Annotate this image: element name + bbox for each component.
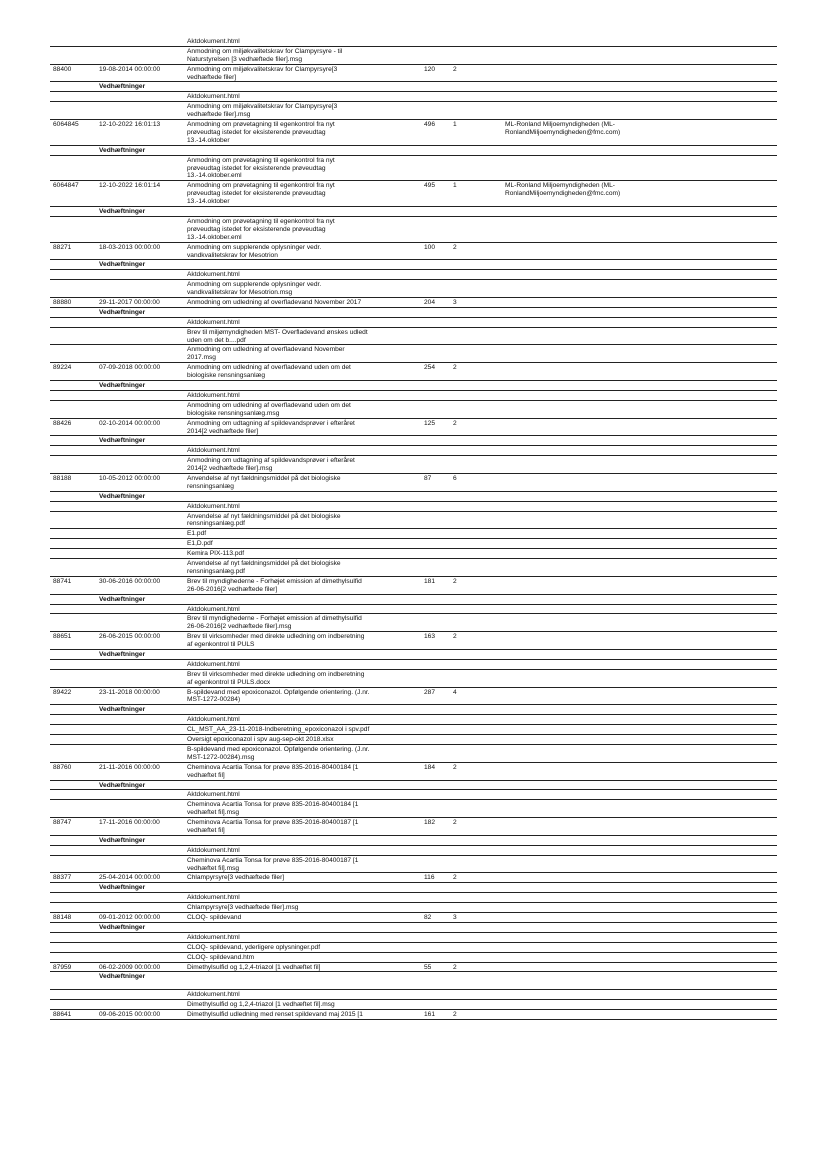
- document-date: 26-06-2015 00:00:00: [99, 633, 161, 641]
- document-party: ML-Ronland Miljoemyndigheden (ML- RonlandMiljoemyndigheden@fmc.com): [505, 182, 621, 198]
- attachments-label: Vedhæftninger: [99, 884, 146, 892]
- attachment-filename: Anmodning om supplerende oplysninger vedr. vandkvalitetskrav for Mesotrion.msg: [187, 281, 322, 297]
- attachment-row: [50, 502, 777, 512]
- attachment-filename: Aktdokument.html: [187, 791, 240, 799]
- document-id: 88641: [53, 1010, 72, 1018]
- attachment-filename: Anmodning om miljøkvalitetskrav for Clampyrsyre[3 vedhæftede filer].msg: [187, 103, 338, 119]
- document-row: [50, 818, 777, 836]
- attachment-filename: Anmodning om udtagning af spildevandsprøver i efteråret 2014[2 vedhæftede filer].msg: [187, 457, 355, 473]
- attachment-filename: Aktdokument.html: [187, 318, 240, 326]
- document-id: 88188: [53, 474, 72, 482]
- document-title: Brev til myndighederne - Forhøjet emission af dimethylsulfid 26-06-2016[2 vedhæftede filer]: [187, 577, 362, 593]
- document-title: Brev til virksomheder med direkte udledning om indberetning af egenkontrol til PULS: [187, 633, 365, 649]
- document-row: [50, 474, 777, 492]
- attachment-row: [50, 156, 777, 182]
- document-count: 2: [453, 633, 457, 641]
- attachment-row: [50, 660, 777, 670]
- document-id: 88148: [53, 914, 72, 922]
- attachment-filename: CLOQ- spildevand.htm: [187, 953, 255, 961]
- document-count: 2: [453, 1010, 457, 1018]
- document-date: 29-11-2017 00:00:00: [99, 298, 160, 306]
- document-number: 254: [424, 364, 436, 372]
- attachment-filename: Aktdokument.html: [187, 271, 240, 279]
- attachment-filename: Aktdokument.html: [187, 933, 240, 941]
- attachment-filename: Aktdokument.html: [187, 502, 240, 510]
- document-date: 09-06-2015 00:00:00: [99, 1010, 161, 1018]
- document-title: Anmodning om supplerende oplysninger vedr. vandkvalitetskrav for Mesotrion: [187, 243, 322, 259]
- document-title: Anmodning om udledning af overfladevand November 2017: [187, 298, 362, 306]
- document-row: [50, 632, 777, 650]
- document-count: 2: [453, 963, 457, 971]
- document-number: 120: [424, 65, 436, 73]
- document-row: [50, 363, 777, 381]
- document-number: 82: [424, 914, 432, 922]
- attachment-filename: Anmodning om udledning af overfladevand November 2017.msg: [187, 346, 345, 362]
- attachment-filename: Cheminova Acartia Tonsa for prøve 835-2016-80400187 [1 vedhæftet fil].msg: [187, 856, 359, 872]
- attachment-filename: Aktdokument.html: [187, 391, 240, 399]
- attachment-filename: B-spildevand med epoxiconazol. Opfølgende orientering. (J.nr. MST-1272-00284).msg: [187, 745, 370, 761]
- document-id: 88651: [53, 633, 72, 641]
- attachments-header-row: [50, 883, 777, 893]
- attachment-row: [50, 1000, 777, 1010]
- attachments-label: Vedhæftninger: [99, 836, 146, 844]
- document-number: 55: [424, 963, 432, 971]
- attachment-row: [50, 539, 777, 549]
- document-number: 287: [424, 688, 436, 696]
- document-row: [50, 577, 777, 595]
- document-count: 2: [453, 819, 457, 827]
- attachment-filename: E1.pdf: [187, 530, 207, 538]
- document-number: 204: [424, 298, 436, 306]
- attachment-filename: Kemira PIX-113.pdf: [187, 550, 245, 558]
- attachment-filename: CLOQ- spildevand, yderligere oplysninger.pdf: [187, 943, 321, 951]
- document-row: [50, 65, 777, 83]
- attachment-row: [50, 512, 777, 530]
- document-id: 87959: [53, 963, 72, 971]
- document-row: [50, 688, 777, 706]
- attachments-header-row: [50, 923, 777, 933]
- document-date: 02-10-2014 00:00:00: [99, 419, 161, 427]
- document-title: Cheminova Acartia Tonsa for prøve 835-2016-80400184 [1 vedhæftet fil]: [187, 763, 359, 779]
- attachment-row: [50, 735, 777, 745]
- attachment-row: [50, 37, 777, 47]
- attachment-filename: Aktdokument.html: [187, 716, 240, 724]
- document-date: 17-11-2016 00:00:00: [99, 819, 160, 827]
- document-id: 88880: [53, 298, 72, 306]
- attachment-row: [50, 943, 777, 953]
- document-title: Cheminova Acartia Tonsa for prøve 835-2016-80400187 [1 vedhæftet fil]: [187, 819, 359, 835]
- attachments-label: Vedhæftninger: [99, 595, 146, 603]
- attachment-row: [50, 745, 777, 763]
- document-number: 182: [424, 819, 436, 827]
- attachment-row: [50, 990, 777, 1000]
- document-count: 1: [453, 121, 457, 129]
- attachment-filename: Aktdokument.html: [187, 894, 240, 902]
- attachment-filename: Brev til virksomheder med direkte udledning om indberetning af egenkontrol til PULS.docx: [187, 670, 365, 686]
- document-date: 19-08-2014 00:00:00: [99, 65, 161, 73]
- attachments-label: Vedhæftninger: [99, 706, 146, 714]
- attachments-label: Vedhæftninger: [99, 973, 146, 981]
- document-count: 2: [453, 577, 457, 585]
- attachment-row: [50, 953, 777, 963]
- document-row: [50, 963, 777, 973]
- document-date: 23-11-2018 00:00:00: [99, 688, 160, 696]
- document-id: 6064845: [53, 121, 79, 129]
- document-id: 88377: [53, 874, 72, 882]
- document-id: 88760: [53, 763, 72, 771]
- attachment-row: [50, 529, 777, 539]
- attachment-filename: Aktdokument.html: [187, 660, 240, 668]
- attachment-row: [50, 217, 777, 243]
- attachment-row: [50, 715, 777, 725]
- attachment-filename: Anmodning om udledning af overfladevand uden om det biologiske rensningsanlæg.msg: [187, 401, 351, 417]
- attachment-row: [50, 790, 777, 800]
- attachments-header-row: [50, 308, 777, 318]
- attachment-row: [50, 345, 777, 363]
- document-id: 88741: [53, 577, 72, 585]
- attachment-row: [50, 456, 777, 474]
- document-id: 88400: [53, 65, 72, 73]
- document-date: 21-11-2016 00:00:00: [99, 763, 160, 771]
- document-title: Dimethylsulfid udledning med renset spildevand maj 2015 [1: [187, 1010, 363, 1018]
- attachment-row: [50, 725, 777, 735]
- document-number: 125: [424, 419, 436, 427]
- document-title: Dimethylsulfid og 1,2,4-triazol [1 vedhæftet fil]: [187, 963, 321, 971]
- attachment-row: [50, 670, 777, 688]
- attachment-row: [50, 559, 777, 577]
- attachment-filename: Cheminova Acartia Tonsa for prøve 835-2016-80400184 [1 vedhæftet fil].msg: [187, 801, 359, 817]
- document-row: [50, 298, 777, 308]
- attachments-label: Vedhæftninger: [99, 146, 146, 154]
- attachments-label: Vedhæftninger: [99, 261, 146, 269]
- document-title: B-spildevand med epoxiconazol. Opfølgende orientering. (J.nr. MST-1272-00284): [187, 688, 370, 704]
- attachment-row: [50, 800, 777, 818]
- attachments-header-row: [50, 705, 777, 715]
- document-number: 161: [424, 1010, 436, 1018]
- document-date: 30-06-2016 00:00:00: [99, 577, 161, 585]
- document-number: 116: [424, 874, 435, 882]
- attachments-header-row: [50, 595, 777, 605]
- attachments-label: Vedhæftninger: [99, 382, 146, 390]
- document-date: 12-10-2022 16:01:13: [99, 121, 161, 129]
- attachments-header-row: [50, 781, 777, 791]
- document-number: 87: [424, 474, 432, 482]
- document-row: [50, 873, 777, 883]
- attachment-filename: E1,D.pdf: [187, 540, 213, 548]
- document-row: [50, 419, 777, 437]
- attachments-header-row: [50, 436, 777, 446]
- document-count: 2: [453, 874, 457, 882]
- attachments-label: Vedhæftninger: [99, 781, 146, 789]
- document-count: 2: [453, 419, 457, 427]
- attachment-row: [50, 933, 777, 943]
- document-date: 06-02-2009 00:00:00: [99, 963, 161, 971]
- attachment-row: [50, 270, 777, 280]
- document-number: 100: [424, 243, 436, 251]
- document-row: [50, 1010, 777, 1020]
- attachments-label: Vedhæftninger: [99, 437, 146, 445]
- attachments-header-row: [50, 207, 777, 217]
- document-count: 1: [453, 182, 457, 190]
- document-title: Anmodning om miljøkvalitetskrav for Clampyrsyre[3 vedhæftede filer]: [187, 65, 338, 81]
- document-count: 2: [453, 65, 457, 73]
- document-id: 89224: [53, 364, 72, 372]
- document-count: 6: [453, 474, 457, 482]
- attachment-row: [50, 47, 777, 65]
- attachment-filename: Aktdokument.html: [187, 38, 240, 45]
- attachment-filename: Aktdokument.html: [187, 605, 240, 613]
- attachments-label: Vedhæftninger: [99, 308, 146, 316]
- attachment-filename: Aktdokument.html: [187, 447, 240, 455]
- document-date: 18-03-2013 00:00:00: [99, 243, 161, 251]
- attachment-row: [50, 903, 777, 913]
- attachment-filename: Brev til miljømyndigheden MST- Overfladevand ønskes udledt uden om det b....pdf: [187, 328, 368, 344]
- attachment-row: [50, 318, 777, 328]
- attachments-header-row: [50, 650, 777, 660]
- attachment-row: [50, 328, 777, 346]
- document-row: [50, 243, 777, 261]
- document-number: 495: [424, 182, 436, 190]
- document-table: [50, 37, 777, 1020]
- attachments-label: Vedhæftninger: [99, 492, 146, 500]
- document-title: Anmodning om prøvetagning til egenkontrol fra nyt prøveudtag istedet for eksisterende prøveudtag 13.-14.oktober: [187, 182, 335, 206]
- document-number: 163: [424, 633, 436, 641]
- attachment-row: [50, 446, 777, 456]
- attachment-filename: Anvendelse af nyt fældningsmiddel på det biologiske rensningsanlæg.pdf: [187, 560, 341, 575]
- attachments-label: Vedhæftninger: [99, 651, 146, 658]
- attachment-filename: Aktdokument.html: [187, 991, 240, 999]
- attachment-filename: Brev til myndighederne - Forhøjet emission af dimethylsulfid 26-06-2016[2 vedhæftede filer].msg: [187, 615, 362, 631]
- attachment-filename: Aktdokument.html: [187, 846, 240, 854]
- document-id: 89422: [53, 688, 72, 696]
- document-title: Chlampyrsyre[3 vedhæftede filer]: [187, 874, 285, 882]
- attachment-filename: Anmodning om prøvetagning til egenkontrol fra nyt prøveudtag istedet for eksisterende prøveudtag 13.-14.oktober.eml: [187, 156, 335, 180]
- document-title: Anmodning om udledning af overfladevand uden om det biologiske rensningsanlæg: [187, 364, 351, 380]
- document-row: [50, 120, 777, 146]
- attachments-header-row: [50, 836, 777, 846]
- document-count: 3: [453, 298, 457, 306]
- document-date: 10-05-2012 00:00:00: [99, 474, 161, 482]
- document-title: Anmodning om prøvetagning til egenkontrol fra nyt prøveudtag istedet for eksisterende prøveudtag 13.-14.oktober: [187, 121, 335, 144]
- document-date: 07-09-2018 00:00:00: [99, 364, 161, 372]
- document-title: Anvendelse af nyt fældningsmiddel på det biologiske rensningsanlæg: [187, 474, 341, 490]
- document-date: 12-10-2022 16:01:14: [99, 182, 161, 190]
- attachment-filename: Chlampyrsyre[3 vedhæftede filer].msg: [187, 904, 299, 912]
- document-count: 2: [453, 364, 457, 372]
- attachment-row: [50, 846, 777, 856]
- attachments-header-row: [50, 82, 777, 92]
- document-id: 88271: [53, 243, 72, 251]
- attachments-label: Vedhæftninger: [99, 923, 146, 931]
- attachment-filename: Anmodning om miljøkvalitetskrav for Clampyrsyre - til Naturstyrelsen [3 vedhæftede filer].msg: [187, 47, 343, 63]
- attachment-filename: Anmodning om prøvetagning til egenkontrol fra nyt prøveudtag istedet for eksisterende prøveudtag 13.-14.oktober.eml: [187, 217, 335, 241]
- attachment-row: [50, 605, 777, 615]
- document-count: 4: [453, 688, 457, 696]
- document-count: 2: [453, 243, 457, 251]
- attachment-row: [50, 856, 777, 874]
- attachment-filename: Dimethylsulfid og 1,2,4-triazol [1 vedhæftet fil].msg: [187, 1001, 335, 1009]
- document-number: 184: [424, 763, 436, 771]
- attachments-header-row: [50, 260, 777, 270]
- document-id: 6064847: [53, 182, 79, 190]
- document-id: 88747: [53, 819, 72, 827]
- attachments-header-row: [50, 381, 777, 391]
- attachment-row: [50, 893, 777, 903]
- document-party: ML-Ronland Miljoemyndigheden (ML- RonlandMiljoemyndigheden@fmc.com): [505, 121, 621, 136]
- attachment-filename: Oversigt epoxiconazol i spv aug-sep-okt 2018.xlsx: [187, 736, 334, 744]
- attachment-filename: CL_MST_AA_23-11-2018-Indberetning_epoxiconazol i spv.pdf: [187, 726, 370, 734]
- attachment-filename: Anvendelse af nyt fældningsmiddel på det biologiske rensningsanlæg.pdf: [187, 512, 341, 528]
- attachment-row: [50, 614, 777, 632]
- document-number: 496: [424, 121, 436, 129]
- attachments-header-row: [50, 146, 777, 156]
- document-number: 181: [424, 577, 436, 585]
- document-title: Anmodning om udtagning af spildevandsprøver i efteråret 2014[2 vedhæftede filer]: [187, 419, 355, 435]
- document-row: [50, 763, 777, 781]
- attachment-row: [50, 102, 777, 120]
- attachment-row: [50, 280, 777, 298]
- document-count: 3: [453, 914, 457, 922]
- document-row: [50, 913, 777, 923]
- attachments-header-row: [50, 972, 777, 990]
- attachments-label: Vedhæftninger: [99, 83, 146, 91]
- document-date: 25-04-2014 00:00:00: [99, 874, 161, 882]
- document-date: 09-01-2012 00:00:00: [99, 914, 161, 922]
- document-count: 2: [453, 763, 457, 771]
- attachment-filename: Aktdokument.html: [187, 93, 240, 101]
- attachment-row: [50, 92, 777, 102]
- document-title: CLOQ- spildevand: [187, 914, 242, 922]
- attachment-row: [50, 549, 777, 559]
- attachments-label: Vedhæftninger: [99, 208, 146, 216]
- attachment-row: [50, 391, 777, 401]
- attachments-header-row: [50, 492, 777, 502]
- document-id: 88426: [53, 419, 72, 427]
- document-row: [50, 181, 777, 207]
- attachment-row: [50, 401, 777, 419]
